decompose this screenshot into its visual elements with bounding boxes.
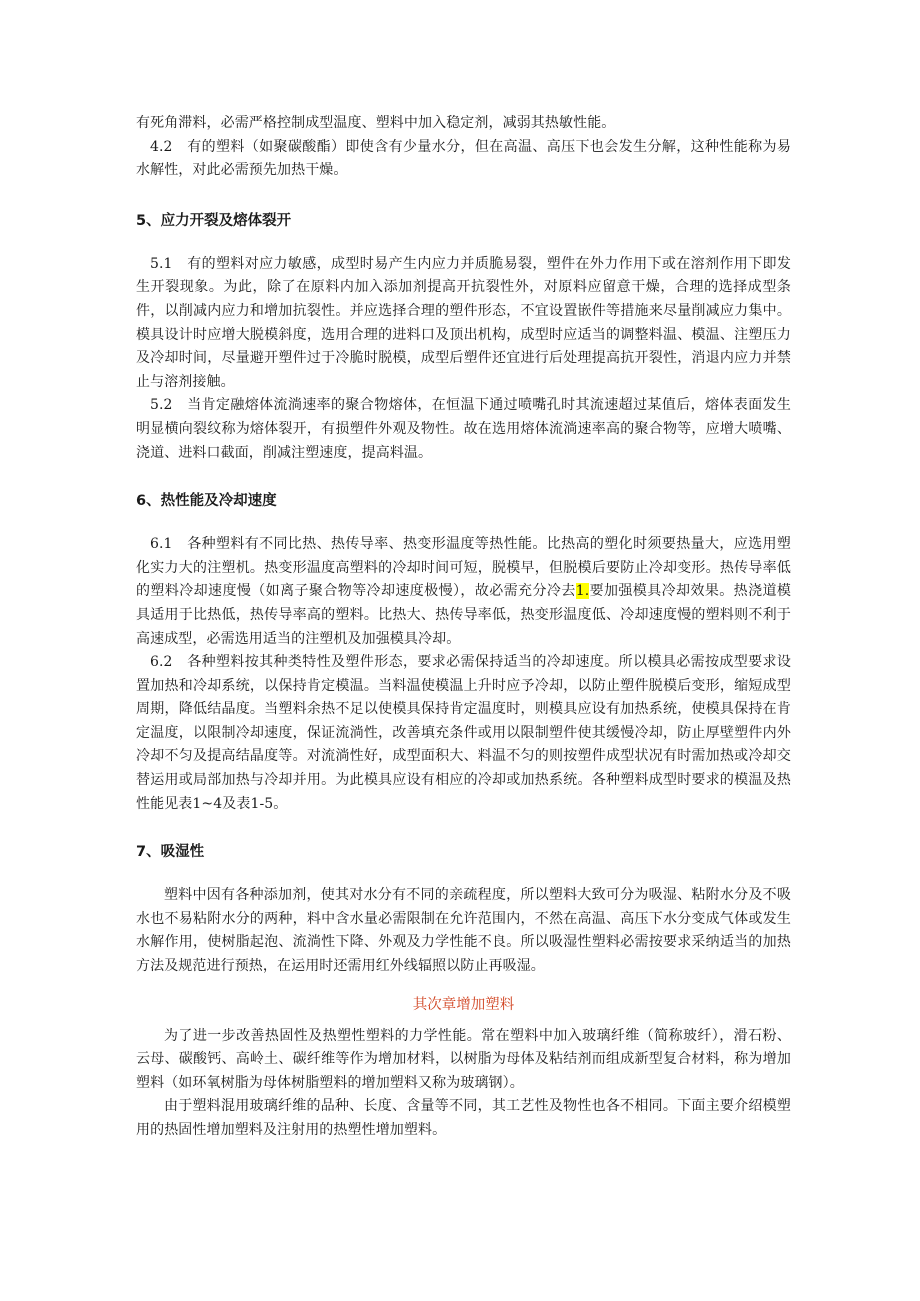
paragraph-5-1: 5.1 有的塑料对应力敏感，成型时易产生内应力并质脆易裂，塑件在外力作用下或在溶剂作用下即发生开裂现象。为此，除了在原料内加入添加剂提高开抗裂性外，对原料应留意干燥，合理的选择成型条件，以削减内应力和增加抗裂性。并应选择合理的塑件形态，不宜设置嵌件等措施来尽量削减应力集中。模具设计时应增大脱模斜度，选用合理的进料口及顶出机构，成型时应适当的调整料温、模温、注塑压力及冷却时间，尽量避开塑件过于冷脆时脱模，成型后塑件还宜进行后处理提高抗开裂性，消退内应力并禁止与溶剂接触。 xyxy=(136,255,791,390)
section-5-heading: 5、应力开裂及熔体裂开 xyxy=(136,212,292,229)
paragraph-chapter-2-1: 为了进一步改善热固性及热塑性塑料的力学性能。常在塑料中加入玻璃纤维（简称玻纤），滑石粉、云母、碳酸钙、高岭土、碳纤维等作为增加材料，以树脂为母体及粘结剂而组成新型复合材料，称为增加塑料（如环氧树脂为母体树脂塑料的增加塑料又称为玻璃钢）。 xyxy=(136,1027,791,1091)
chapter-2-title: 其次章增加塑料 xyxy=(412,996,515,1013)
highlighted-text: 1. xyxy=(575,583,590,600)
paragraph-6-1-part-a: 6.1 各种塑料有不同比热、热传导率、热变形温度等热性能。比热高的塑化时须要热量大，应选用塑化实力大的注塑机。热变形温度高塑料的冷却时间可短，脱模早，但脱模后要防止冷却变形。热传导率低的塑料冷却速度慢（如离子聚合物等冷却速度极慢），故必需充分冷去 xyxy=(136,536,791,600)
paragraph-6-1 xyxy=(136,533,791,651)
paragraph-5-2: 5.2 当肯定融熔体流淌速率的聚合物熔体，在恒温下通过喷嘴孔时其流速超过某值后，熔体表面发生明显横向裂纹称为熔体裂开，有损塑件外观及物性。故在选用熔体流淌速率高的聚合物等，应增大喷嘴、浇道、进料口截面，削减注塑速度，提高料温。 xyxy=(136,397,791,461)
paragraph-chapter-2-2: 由于塑料混用玻璃纤维的品种、长度、含量等不同，其工艺性及物性也各不相同。下面主要介绍模塑用的热固性增加塑料及注射用的热塑性增加塑料。 xyxy=(136,1098,791,1138)
document-page xyxy=(136,112,791,1143)
paragraph-6-1-part-b: 要加强模具冷却效果。热浇道模具适用于比热低，热传导率高的塑料。比热大、热传导率低，热变形温度低、冷却速度慢的塑料则不利于高速成型，必需选用适当的注塑机及加强模具冷却。 xyxy=(136,583,791,647)
paragraph-7: 塑料中因有各种添加剂，使其对水分有不同的亲疏程度，所以塑料大致可分为吸湿、粘附水分及不吸水也不易粘附水分的两种，料中含水量必需限制在允许范围内，不然在高温、高压下水分变成气体或发生水解作用，使树脂起泡、流淌性下降、外观及力学性能不良。所以吸湿性塑料必需按要求采纳适当的加热方法及规范进行预热，在运用时还需用红外线辐照以防止再吸湿。 xyxy=(136,887,791,975)
paragraph-top-continuation: 有死角滞料，必需严格控制成型温度、塑料中加入稳定剂，减弱其热敏性能。 xyxy=(136,115,616,131)
section-6-heading: 6、热性能及冷却速度 xyxy=(136,493,277,510)
paragraph-6-2: 6.2 各种塑料按其种类特性及塑件形态，要求必需保持适当的冷却速度。所以模具必需按成型要求设置加热和冷却系统，以保持肯定模温。当料温使模温上升时应予冷却，以防止塑件脱模后变形，缩短成型周期，降低结晶度。当塑料余热不足以使模具保持肯定温度时，则模具应设有加热系统，使模具保持在肯定温度，以限制冷却速度，保证流淌性，改善填充条件或用以限制塑件使其缓慢冷却，防止厚壁塑件内外冷却不匀及提高结晶度等。对流淌性好，成型面积大、料温不匀的则按塑件成型状况有时需加热或冷却交替运用或局部加热与冷却并用。为此模具应设有相应的冷却或加热系统。各种塑料成型时要求的模温及热性能见表1~4及表1-5。 xyxy=(136,654,791,812)
paragraph-4-2: 4.2 有的塑料（如聚碳酸酯）即使含有少量水分，但在高温、高压下也会发生分解，这种性能称为易水解性，对此必需预先加热干燥。 xyxy=(136,138,791,179)
section-7-heading: 7、吸湿性 xyxy=(136,844,205,861)
